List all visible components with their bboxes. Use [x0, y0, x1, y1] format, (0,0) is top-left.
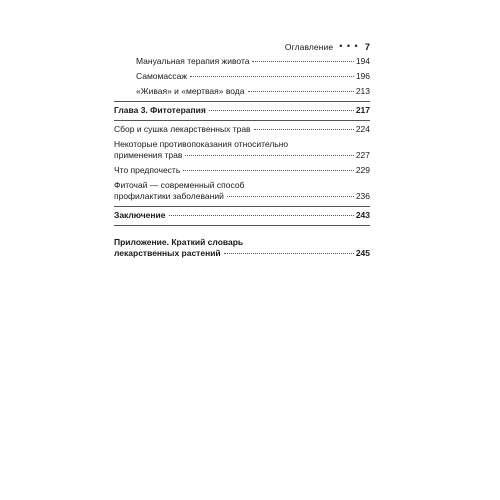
toc-entry-contraindications[interactable]: [114, 139, 370, 161]
toc-entry-conclusion[interactable]: [114, 210, 370, 221]
dot-leader: [190, 76, 354, 77]
toc-entry-title: лекарственных растений: [114, 248, 221, 258]
toc-entry-page: 194: [355, 56, 370, 66]
section-divider: [114, 101, 370, 102]
dot-leader: [248, 91, 354, 92]
dot-leader: [169, 215, 354, 216]
toc-entry-page: 245: [355, 248, 370, 258]
table-of-contents: [114, 56, 370, 259]
toc-entry-page: 243: [355, 210, 370, 220]
running-header-dots: • • •: [339, 41, 359, 51]
running-header: [114, 40, 370, 54]
toc-entry-title-line: Приложение. Краткий словарь: [114, 237, 244, 247]
section-divider: [114, 120, 370, 121]
dot-leader: [252, 61, 353, 62]
dot-leader: [185, 155, 353, 156]
running-header-title: Оглавление: [284, 42, 334, 52]
toc-entry-page: 227: [355, 150, 370, 160]
toc-entry-herbal-tea[interactable]: [114, 180, 370, 202]
toc-entry-self-massage[interactable]: [114, 71, 370, 82]
toc-entry-title: Что предпочесть: [114, 165, 181, 175]
toc-entry-page: 236: [355, 191, 370, 201]
toc-entry-title: «Живая» и «мертвая» вода: [136, 86, 245, 96]
toc-entry-living-dead-water[interactable]: [114, 86, 370, 97]
section-divider: [114, 225, 370, 226]
toc-entry-title: Заключение: [114, 210, 166, 220]
toc-entry-title-line: Фиточай — современный способ: [114, 180, 245, 190]
dot-leader: [209, 110, 354, 111]
toc-entry-title: профилактики заболеваний: [114, 191, 224, 201]
dot-leader: [183, 170, 354, 171]
toc-entry-title: Глава 3. Фитотерапия: [114, 105, 206, 115]
toc-entry-title: Самомассаж: [136, 71, 188, 81]
toc-entry-page: 217: [355, 105, 370, 115]
toc-entry-title: Мануальная терапия живота: [136, 56, 250, 66]
toc-entry-title-line: Некоторые противопоказания относительно: [114, 139, 289, 149]
dot-leader: [254, 129, 354, 130]
toc-entry-page: 196: [355, 71, 370, 81]
toc-entry-page: 229: [355, 165, 370, 175]
toc-entry-chapter-3[interactable]: [114, 105, 370, 116]
toc-entry-what-to-prefer[interactable]: [114, 165, 370, 176]
toc-entry-title: применения трав: [114, 150, 183, 160]
dot-leader: [227, 196, 354, 197]
dot-leader: [224, 253, 354, 254]
toc-entry-herb-collection[interactable]: [114, 124, 370, 135]
toc-entry-page: 224: [355, 124, 370, 134]
toc-entry-appendix[interactable]: [114, 237, 370, 259]
toc-entry-title: Сбор и сушка лекарственных трав: [114, 124, 251, 134]
toc-entry-abdominal-manual-therapy[interactable]: [114, 56, 370, 67]
toc-entry-page: 213: [355, 86, 370, 96]
page-number: 7: [364, 41, 370, 53]
section-divider: [114, 206, 370, 207]
